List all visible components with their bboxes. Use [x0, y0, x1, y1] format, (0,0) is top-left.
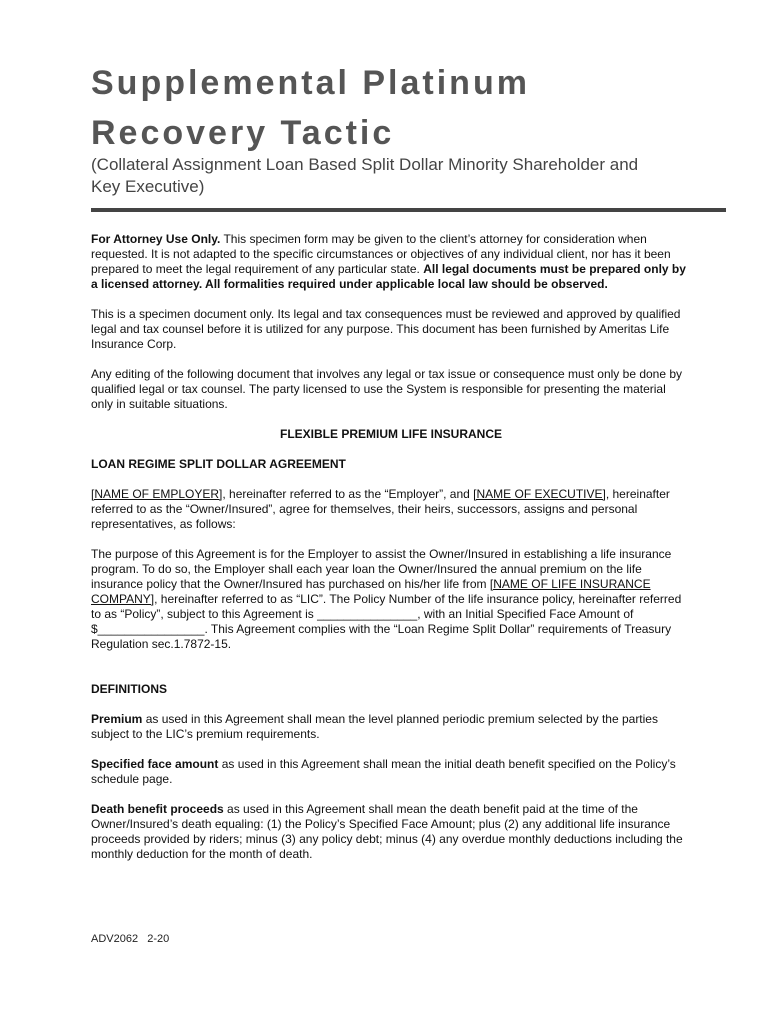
definition-face-text: as used in this Agreement shall mean the initial death benefit specified on the Policy’s schedule page.: [91, 757, 676, 786]
attorney-use-lead: For Attorney Use Only.: [91, 232, 221, 246]
title-line-1: Supplemental Platinum: [91, 64, 530, 102]
purpose-text-1: The purpose of this Agreement is for the Employer to assist the Owner/Insured in establishing a life insurance program. To do so, the Employer shall each year loan the Owner/Insured the annual premium on the life insurance policy that the Owner/Insured has purchased on his/her life from: [91, 547, 672, 591]
definition-death-term: Death benefit proceeds: [91, 802, 224, 816]
agreement-heading: LOAN REGIME SPLIT DOLLAR AGREEMENT: [91, 457, 346, 471]
attorney-use-bold-end: All legal documents must be prepared only by a licensed attorney. All formalities required under applicable local law should be observed.: [91, 262, 686, 291]
specimen-paragraph: This is a specimen document only. Its legal and tax consequences must be reviewed and approved by qualified legal and tax counsel before it is utilized for any purpose. This document has been furnished by Ameritas Life Insurance Corp.: [91, 307, 681, 351]
definition-premium-text: as used in this Agreement shall mean the level planned periodic premium selected by the parties subject to the LIC’s premium requirements.: [91, 712, 658, 741]
purpose-text-2: , hereinafter referred to as “LIC”. The Policy Number of the life insurance policy, hereinafter referred to as “Policy”, subject to this Agreement is _______________, with an Initial Specified Face Amount of $________________. This Agreement complies with the “Loan Regime Split Dollar” requirements of Treasury Regulation sec.1.7872-15.: [91, 592, 682, 651]
parties-paragraph: [91, 487, 691, 532]
insurance-heading: FLEXIBLE PREMIUM LIFE INSURANCE: [279, 427, 502, 441]
title-divider: [91, 208, 726, 212]
definition-specified-face-amount: [91, 757, 691, 787]
attorney-use-paragraph: [91, 232, 691, 292]
definition-face-term: Specified face amount: [91, 757, 219, 771]
purpose-paragraph: [91, 547, 691, 652]
definition-death-text: as used in this Agreement shall mean the death benefit paid at the time of the Owner/Insured’s death equaling: (1) the Policy’s Specified Face Amount; plus (2) any additional life insurance proceeds provided by riders; minus (3) any policy debt; minus (4) any overdue monthly deductions including the monthly deduction for the month of death.: [91, 802, 683, 861]
editing-paragraph: Any editing of the following document that involves any legal or tax issue or consequence must only be done by qualified legal or tax counsel. The party licensed to use the System is responsible for presenting the material only in suitable situations.: [91, 367, 683, 411]
form-number-footer: ADV2062 2-20: [91, 933, 170, 945]
subtitle-line-1: (Collateral Assignment Loan Based Split Dollar Minority Shareholder and: [91, 155, 639, 174]
document-subtitle: [91, 154, 711, 198]
life-insurance-company-field[interactable]: [NAME OF LIFE INSURANCE COMPANY]: [91, 577, 651, 606]
definition-premium: [91, 712, 691, 742]
document-title: [91, 58, 731, 158]
definition-premium-term: Premium: [91, 712, 143, 726]
parties-text-1: , hereinafter referred to as the “Employer”, and: [222, 487, 474, 501]
document-body: [91, 232, 691, 862]
definition-death-benefit: [91, 802, 691, 862]
employer-name-field[interactable]: [NAME OF EMPLOYER]: [91, 487, 223, 501]
definitions-heading: DEFINITIONS: [91, 682, 168, 696]
executive-name-field[interactable]: [NAME OF EXECUTIVE]: [473, 487, 606, 501]
title-line-2: Recovery Tactic: [91, 114, 395, 152]
subtitle-line-2: Key Executive): [91, 177, 205, 196]
attorney-use-text: This specimen form may be given to the client’s attorney for consideration when requested. It is not adapted to the specific circumstances or objectives of any individual client, nor has it been prepared to meet the legal requirement of any particular state.: [91, 232, 671, 276]
parties-text-2: , hereinafter referred to as the “Owner/Insured”, agree for themselves, their heirs, successors, assigns and personal representatives, as follows:: [91, 487, 670, 531]
